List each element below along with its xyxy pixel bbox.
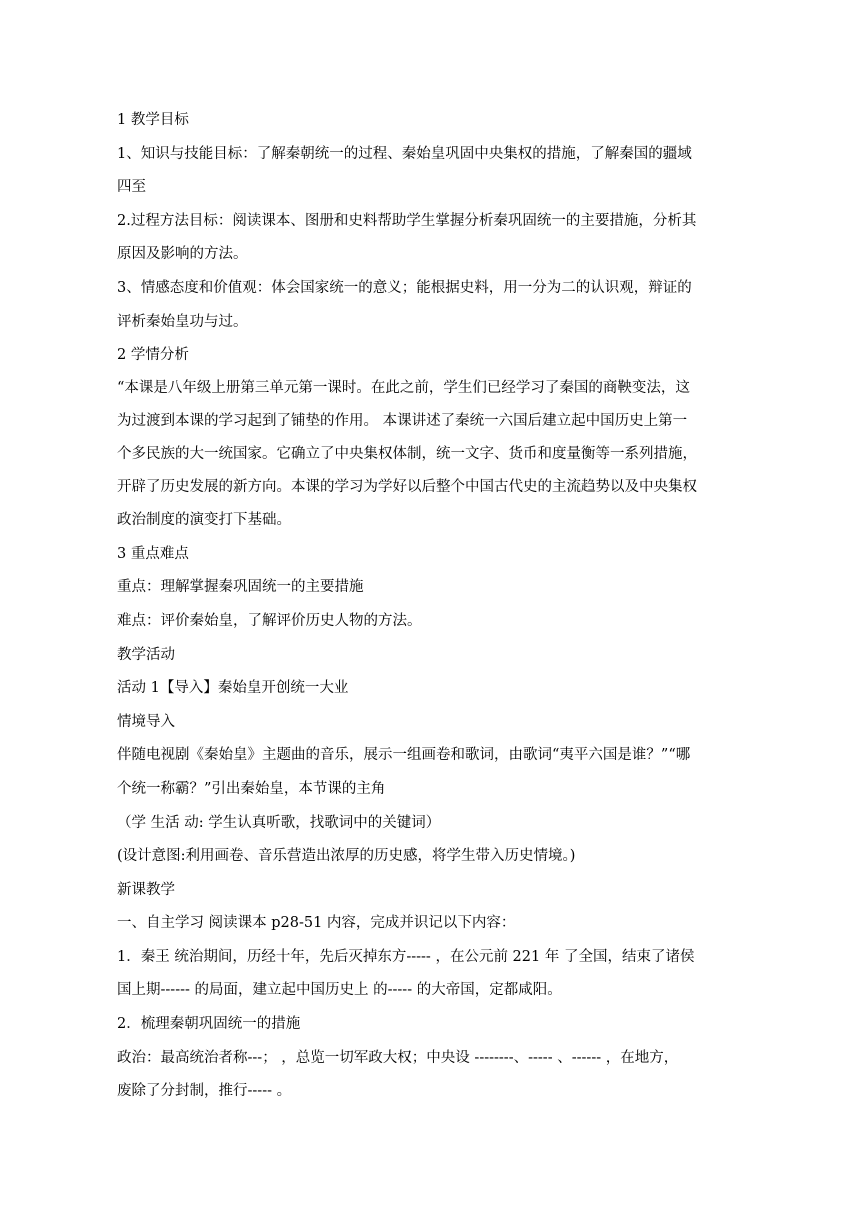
document-body: [117, 108, 743, 1113]
text-line: 2.过程方法目标：阅读课本、图册和史料帮助学生掌握分析秦巩固统一的主要措施，分析其: [117, 212, 697, 229]
text-line: 难点：评价秦始皇，了解评价历史人物的方法。: [117, 612, 422, 629]
section-heading-new-lesson: 新课教学: [117, 881, 175, 898]
text-line: 活动 1【导入】秦始皇开创统一大业: [117, 680, 349, 697]
text-line: 伴随电视剧《秦始皇》主题曲的音乐，展示一组画卷和歌词，由歌词“夷平六国是谁？”“哪: [117, 747, 691, 764]
section-heading-goals: 1 教学目标: [117, 112, 189, 128]
text-line: 1．秦王 统治期间，历经十年，先后灭掉东方----- ，在公元前 221 年 了全国，结束了诸侯: [117, 948, 695, 965]
text-line: 2．梳理秦朝巩固统一的措施: [117, 1016, 301, 1033]
text-line: 原因及影响的方法。: [117, 246, 248, 263]
text-line: 为过渡到本课的学习起到了铺垫的作用。 本课讲述了秦统一六国后建立起中国历史上第一: [117, 413, 688, 430]
text-line: 一、自主学习 阅读课本 p28-51 内容，完成并识记以下内容：: [117, 915, 516, 932]
text-line: 重点：理解掌握秦巩固统一的主要措施: [117, 579, 364, 596]
section-heading-activities: 教学活动: [117, 646, 175, 663]
text-line: (设计意图:利用画卷、音乐营造出浓厚的历史感，将学生带入历史情境。): [117, 848, 576, 865]
text-line: 开辟了历史发展的新方向。本课的学习为学好以后整个中国古代史的主流趋势以及中央集权: [117, 479, 697, 496]
section-heading-key-points: 3 重点难点: [117, 545, 189, 562]
text-line: （学 生活 动: 学生认真听歌，找歌词中的关键词）: [117, 814, 441, 831]
text-line: 3、情感态度和价值观：体会国家统一的意义；能根据史料，用一分为二的认识观，辩证的: [117, 279, 692, 296]
text-line: 情境导入: [117, 713, 175, 730]
text-line: 政治：最高统治者称---； ，总览一切军政大权；中央设 --------、----- 、------ ，在地方，: [117, 1049, 679, 1066]
section-heading-analysis: 2 学情分析: [117, 347, 189, 364]
text-line: 废除了分封制，推行----- 。: [117, 1083, 292, 1100]
text-line: 评析秦始皇功与过。: [117, 313, 248, 330]
text-line: “本课是八年级上册第三单元第一课时。在此之前，学生们已经学习了秦国的商鞅变法，这: [117, 380, 690, 397]
text-line: 1、知识与技能目标：了解秦朝统一的过程、秦始皇巩固中央集权的措施，了解秦国的疆域: [117, 145, 692, 162]
text-line: 个多民族的大一统国家。它确立了中央集权体制，统一文字、货币和度量衡等一系列措施，: [117, 446, 697, 463]
text-line: 国上期------ 的局面，建立起中国历史上 的----- 的大帝国，定都咸阳。: [117, 982, 562, 999]
text-line: 政治制度的演变打下基础。: [117, 512, 291, 529]
text-line: 四至: [117, 179, 146, 196]
text-line: 个统一称霸？”引出秦始皇，本节课的主角: [117, 780, 386, 797]
